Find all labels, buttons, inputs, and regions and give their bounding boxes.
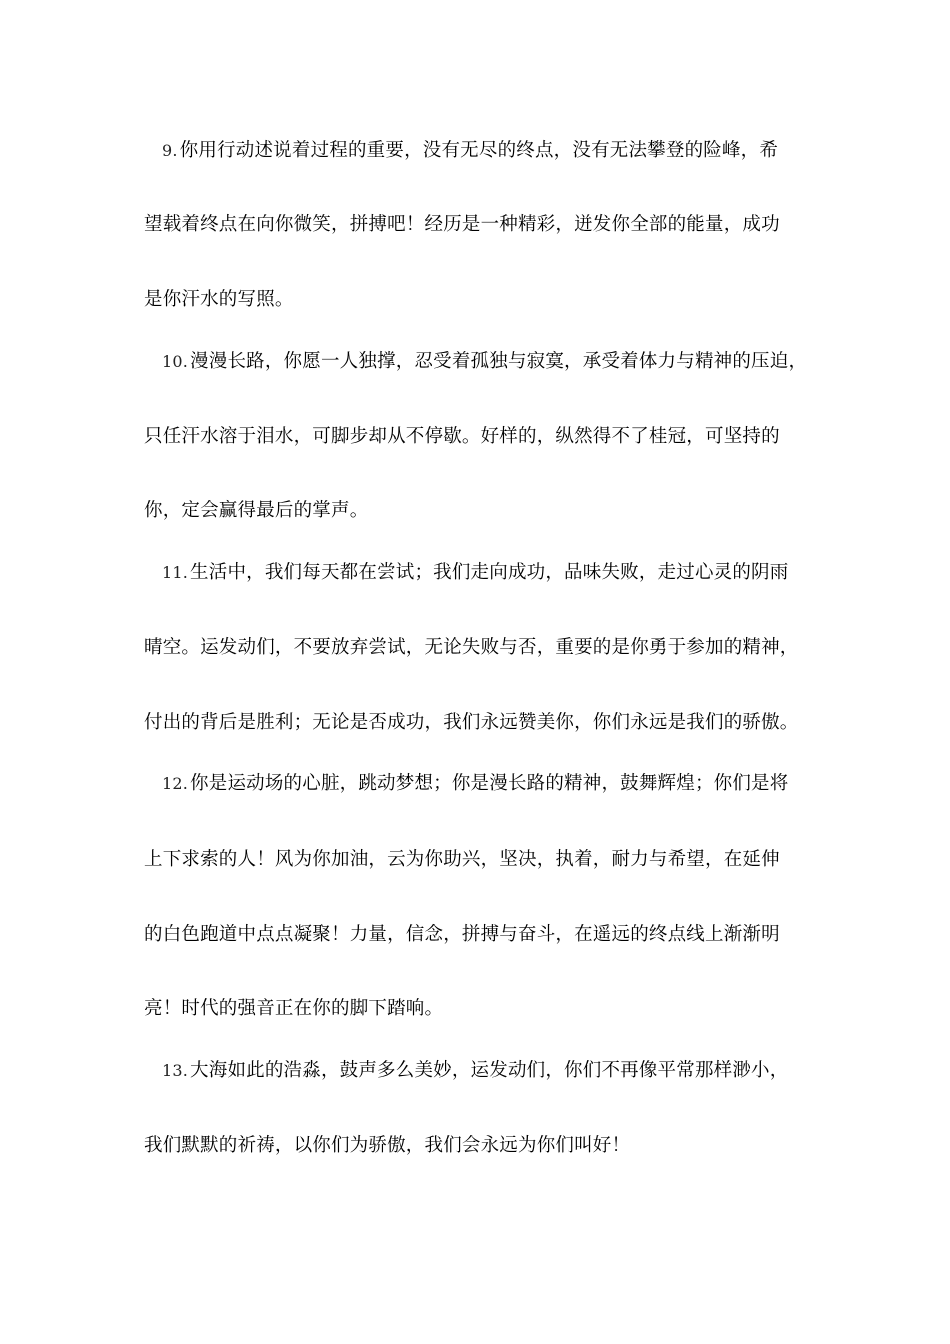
- paragraph-9-line-2: 望载着终点在向你微笑，拼搏吧！经历是一种精彩，迸发你全部的能量，成功: [144, 214, 780, 235]
- paragraph-11-line-1: [162, 560, 842, 586]
- paragraph-10-line-3: 你，定会赢得最后的掌声。: [144, 500, 369, 521]
- paragraph-10-number: 10.: [162, 352, 189, 371]
- paragraph-9-line-1: [162, 138, 842, 164]
- paragraph-10-text: 漫漫长路，你愿一人独撑，忍受着孤独与寂寞，承受着体力与精神的压迫，: [190, 351, 808, 372]
- paragraph-10-line-2: 只任汗水溶于泪水，可脚步却从不停歇。好样的，纵然得不了桂冠，可坚持的: [144, 426, 780, 447]
- paragraph-13-text: 大海如此的浩淼，鼓声多么美妙，运发动们，你们不再像平常那样渺小，: [190, 1060, 789, 1081]
- paragraph-9-line-3: 是你汗水的写照。: [144, 289, 294, 310]
- paragraph-12-number: 12.: [162, 774, 189, 793]
- paragraph-12-line-2: 上下求索的人！风为你加油，云为你助兴，坚决，执着，耐力与希望，在延伸: [144, 849, 780, 870]
- paragraph-9-text: 你用行动述说着过程的重要，没有无尽的终点，没有无法攀登的险峰，希: [179, 140, 779, 161]
- paragraph-12-text: 你是运动场的心脏，跳动梦想；你是漫长路的精神，鼓舞辉煌；你们是将: [190, 773, 789, 794]
- paragraph-11-line-3: 付出的背后是胜利；无论是否成功，我们永远赞美你，你们永远是我们的骄傲。: [144, 712, 799, 733]
- paragraph-10-line-1: [162, 349, 842, 375]
- paragraph-11-text: 生活中，我们每天都在尝试；我们走向成功，品味失败，走过心灵的阴雨: [190, 562, 789, 583]
- paragraph-11-number: 11.: [162, 563, 189, 582]
- paragraph-13-line-2: 我们默默的祈祷，以你们为骄傲，我们会永远为你们叫好！: [144, 1135, 631, 1156]
- paragraph-13-line-1: [162, 1058, 842, 1084]
- paragraph-12-line-3: 的白色跑道中点点凝聚！力量，信念，拼搏与奋斗，在遥远的终点线上渐渐明: [144, 924, 780, 945]
- paragraph-9-number: 9.: [162, 141, 178, 160]
- paragraph-12-line-4: 亮！时代的强音正在你的脚下踏响。: [144, 998, 444, 1019]
- paragraph-11-line-2: 晴空。运发动们，不要放弃尝试，无论失败与否，重要的是你勇于参加的精神，: [144, 637, 799, 658]
- paragraph-13-number: 13.: [162, 1061, 189, 1080]
- paragraph-12-line-1: [162, 771, 842, 797]
